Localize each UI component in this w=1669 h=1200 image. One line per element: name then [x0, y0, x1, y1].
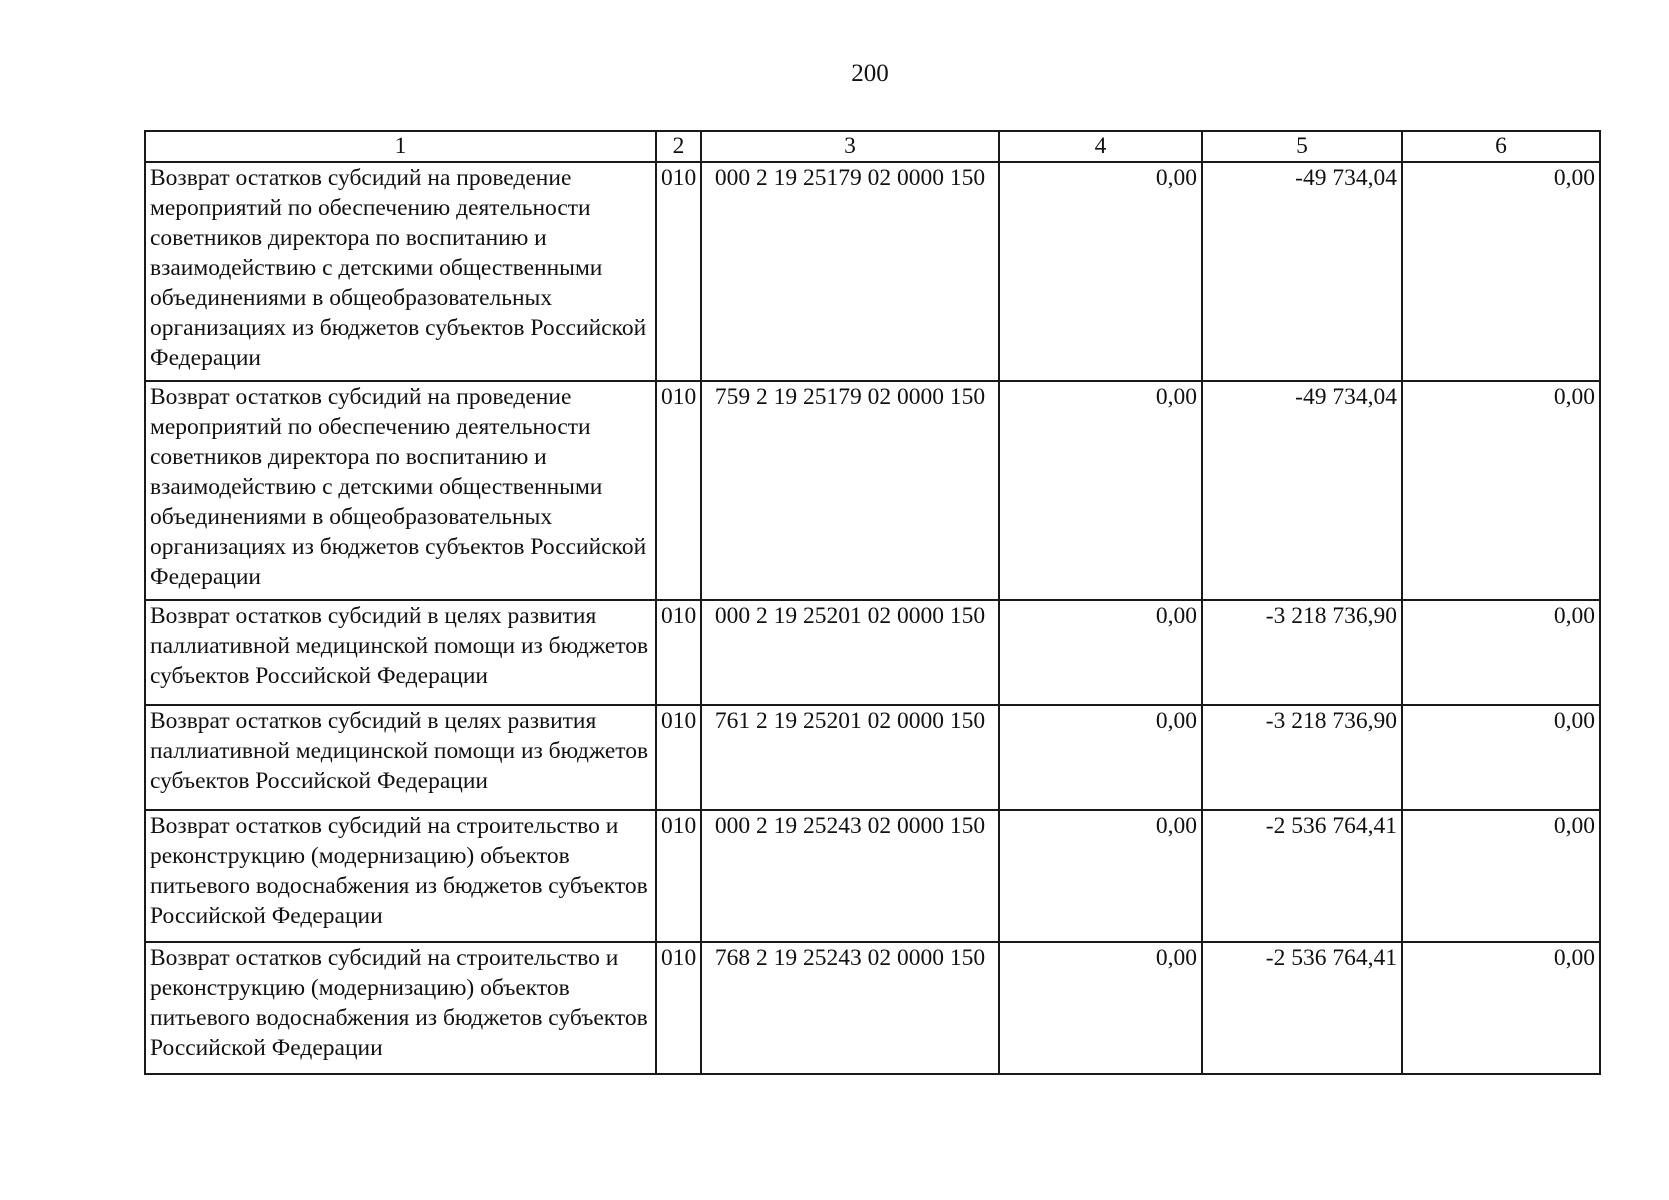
row-description: Возврат остатков субсидий на проведение мероприятий по обеспечению деятельности советников директора по воспитанию и взаимодействию с детскими общественными объединениями в общеобразовательных организациях из бюджетов субъектов Российской Федерации	[145, 381, 656, 600]
page-number: 200	[851, 60, 889, 87]
row-value-col6: 0,00	[1402, 705, 1600, 810]
row-budget-code: 759 2 19 25179 02 0000 150	[701, 381, 999, 600]
row-value-col4: 0,00	[999, 381, 1202, 600]
row-value-col5: -2 536 764,41	[1202, 942, 1402, 1074]
row-value-col5: -2 536 764,41	[1202, 810, 1402, 942]
row-budget-code: 000 2 19 25243 02 0000 150	[701, 810, 999, 942]
table-row	[145, 381, 1600, 600]
header-col-1: 1	[145, 131, 656, 162]
row-admin-code: 010	[656, 810, 701, 942]
row-admin-code: 010	[656, 600, 701, 705]
table-row	[145, 705, 1600, 810]
row-value-col6: 0,00	[1402, 381, 1600, 600]
row-admin-code: 010	[656, 162, 701, 381]
row-budget-code: 761 2 19 25201 02 0000 150	[701, 705, 999, 810]
header-col-2: 2	[656, 131, 701, 162]
row-value-col4: 0,00	[999, 810, 1202, 942]
budget-table	[144, 130, 1601, 1075]
row-value-col5: -49 734,04	[1202, 381, 1402, 600]
table-row	[145, 942, 1600, 1074]
table-row	[145, 162, 1600, 381]
row-value-col4: 0,00	[999, 705, 1202, 810]
row-budget-code: 000 2 19 25179 02 0000 150	[701, 162, 999, 381]
row-value-col4: 0,00	[999, 600, 1202, 705]
table-header-row	[145, 131, 1600, 162]
row-description: Возврат остатков субсидий на строительство и реконструкцию (модернизацию) объектов питьевого водоснабжения из бюджетов субъектов Российской Федерации	[145, 942, 656, 1074]
row-value-col6: 0,00	[1402, 162, 1600, 381]
row-admin-code: 010	[656, 381, 701, 600]
row-budget-code: 768 2 19 25243 02 0000 150	[701, 942, 999, 1074]
table-row	[145, 600, 1600, 705]
header-col-5: 5	[1202, 131, 1402, 162]
row-value-col5: -3 218 736,90	[1202, 705, 1402, 810]
header-col-4: 4	[999, 131, 1202, 162]
row-description: Возврат остатков субсидий в целях развития паллиативной медицинской помощи из бюджетов субъектов Российской Федерации	[145, 705, 656, 810]
row-value-col4: 0,00	[999, 162, 1202, 381]
table-row	[145, 810, 1600, 942]
row-description: Возврат остатков субсидий в целях развития паллиативной медицинской помощи из бюджетов субъектов Российской Федерации	[145, 600, 656, 705]
row-admin-code: 010	[656, 942, 701, 1074]
row-description: Возврат остатков субсидий на строительство и реконструкцию (модернизацию) объектов питьевого водоснабжения из бюджетов субъектов Российской Федерации	[145, 810, 656, 942]
row-description: Возврат остатков субсидий на проведение мероприятий по обеспечению деятельности советников директора по воспитанию и взаимодействию с детскими общественными объединениями в общеобразовательных организациях из бюджетов субъектов Российской Федерации	[145, 162, 656, 381]
row-admin-code: 010	[656, 705, 701, 810]
header-col-6: 6	[1402, 131, 1600, 162]
row-value-col5: -3 218 736,90	[1202, 600, 1402, 705]
row-value-col6: 0,00	[1402, 810, 1600, 942]
header-col-3: 3	[701, 131, 999, 162]
row-value-col6: 0,00	[1402, 600, 1600, 705]
row-value-col6: 0,00	[1402, 942, 1600, 1074]
row-value-col4: 0,00	[999, 942, 1202, 1074]
row-budget-code: 000 2 19 25201 02 0000 150	[701, 600, 999, 705]
row-value-col5: -49 734,04	[1202, 162, 1402, 381]
